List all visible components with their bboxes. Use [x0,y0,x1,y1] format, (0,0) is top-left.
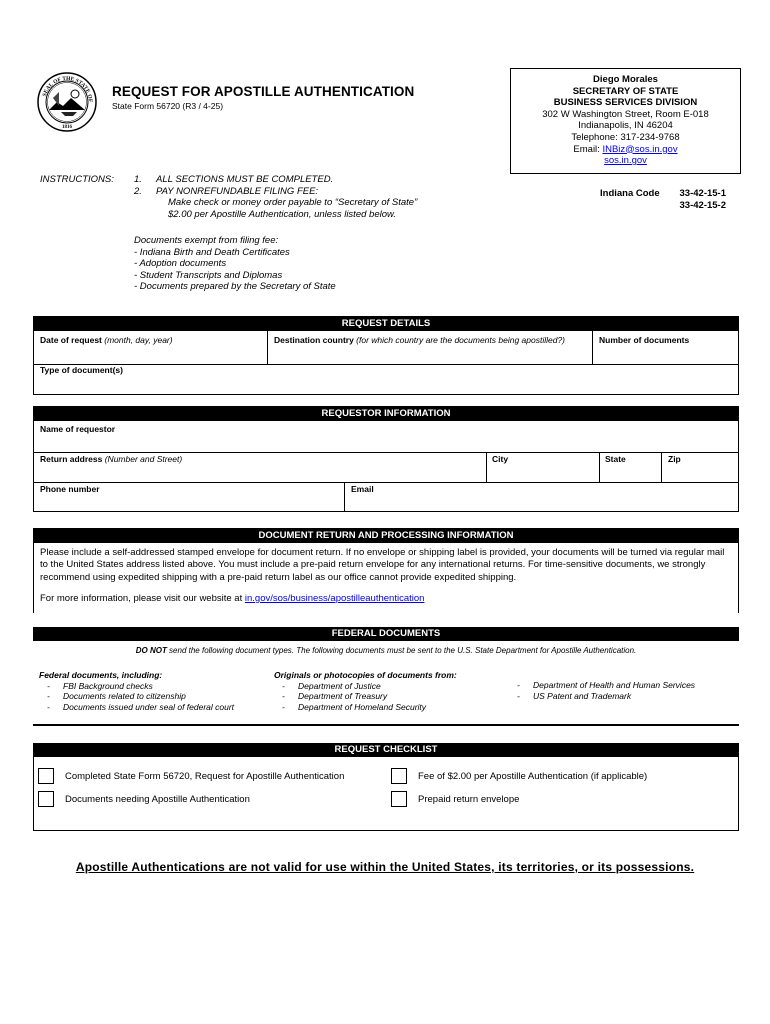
federal-col1-heading: Federal documents, including: [39,670,163,680]
exempt-item: - Adoption documents [134,258,227,269]
email-label: Email [351,484,374,494]
checklist-item-return-envelope[interactable] [391,791,519,807]
agency-documents-column: Originals or photocopies of documents from: - Department of Justice - Department of Treasury - Department of Homeland Security [274,670,457,712]
date-of-request-hint: (month, day, year) [101,335,173,345]
city-label: City [492,454,509,464]
sos-website-link[interactable]: sos.in.gov [604,155,647,167]
city-field[interactable] [492,454,508,464]
date-of-request-label: Date of request [40,335,102,345]
form-title: REQUEST FOR APOSTILLE AUTHENTICATION [112,84,415,99]
form-number: State Form 56720 (R3 / 4-25) [112,101,224,111]
instruction-2-sub-2: $2.00 per Apostille Authentication, unless listed below. [168,208,396,220]
phone-number-label: Phone number [40,484,100,494]
sos-telephone: Telephone: 317-234-9768 [571,131,680,143]
sos-name: Diego Morales [593,74,658,85]
destination-country-label: Destination country [274,335,354,345]
secretary-of-state-contact-box [510,68,741,174]
type-of-documents-field[interactable] [40,365,123,375]
agency-documents-column-2: - Department of Health and Human Services - US Patent and Trademark [517,680,696,701]
federal-documents-heading: FEDERAL DOCUMENTS [33,627,739,641]
federal-documents-column: Federal documents, including: - FBI Background checks - Documents related to citizenship - Documents issued under seal of federal court [39,670,235,712]
zip-field[interactable] [668,454,681,464]
instructions-list [134,174,417,220]
type-of-documents-label: Type of document(s) [40,365,123,375]
return-address-hint: (Number and Street) [102,454,183,464]
return-address-label: Return address [40,454,103,464]
exempt-item: - Documents prepared by the Secretary of State [134,281,336,292]
checklist-item-label: Documents needing Apostille Authentication [65,793,250,805]
more-info-text: For more information, please visit our website at [40,592,245,604]
checklist-item-completed-form[interactable] [38,768,344,784]
instruction-2-sub-1: Make check or money order payable to “Secretary of State” [168,197,418,208]
federal-documents-note [33,646,739,655]
request-details-section [33,316,739,395]
federal-documents-section [33,627,739,726]
checkbox[interactable] [391,768,407,784]
sos-email-link[interactable]: INBiz@sos.in.gov [602,143,678,155]
agency-item: Department of Justice [298,680,381,691]
exempt-title: Documents exempt from filing fee: [134,235,279,246]
federal-item: FBI Background checks [63,680,153,691]
instruction-1-text: ALL SECTIONS MUST BE COMPLETED. [156,174,334,185]
indiana-code-1: 33-42-15-1 [679,188,726,199]
exempt-documents-list [134,235,336,293]
federal-documents-columns [33,655,739,725]
requestor-information-heading: REQUESTOR INFORMATION [34,407,738,421]
indiana-code-label: Indiana Code [600,188,660,199]
sos-email-line [511,144,740,156]
agency-item: Department of Health and Human Services [533,680,696,690]
checklist-item-label: Fee of $2.00 per Apostille Authentication (if applicable) [418,770,648,782]
phone-number-field[interactable] [40,484,100,494]
checklist-item-documents[interactable] [38,791,250,807]
sos-street: 302 W Washington Street, Room E-018 [542,108,709,120]
svg-text:1816: 1816 [62,125,72,130]
instruction-1-number: 1. [134,174,142,185]
indiana-code-2: 33-42-15-2 [679,200,726,211]
instruction-2-number: 2. [134,185,142,197]
checkbox[interactable] [38,791,54,807]
document-return-section [33,528,739,613]
sos-city: Indianapolis, IN 46204 [578,120,673,132]
apostille-website-link[interactable]: in.gov/sos/business/apostilleauthentication [244,592,425,604]
zip-label: Zip [668,454,681,464]
federal-note-text: send the following document types. The following documents must be sent to the U.S. State Department for Apostille Authentication. [166,646,637,655]
name-of-requestor-label: Name of requestor [40,424,116,434]
checklist-item-fee[interactable] [391,768,647,784]
agency-item: US Patent and Trademark [533,690,632,701]
agency-item: Department of Treasury [298,691,388,701]
state-label: State [605,454,626,464]
name-of-requestor-field[interactable] [40,424,115,434]
checklist-item-label: Completed State Form 56720, Request for Apostille Authentication [65,770,345,782]
number-of-documents-label: Number of documents [599,335,690,345]
state-field[interactable] [605,454,626,464]
instruction-2-text: PAY NONREFUNDABLE FILING FEE: [156,185,319,197]
destination-country-field[interactable] [274,335,565,345]
agency-item: Department of Homeland Security [298,701,427,712]
document-return-paragraph: Please include a self-addressed stamped envelope for document return. If no envelope or shipping label is provided, your documents will be turned via regular mail to the United States address listed above. You must include a pre-paid return envelope for any international returns. For time-sensitive documents, we strongly recommend using expedited shipping with a pre-paid return label as our office cannot provide expedited shipping. [40,547,725,583]
exempt-item: - Student Transcripts and Diplomas [134,269,283,281]
sos-email-label: Email: [573,143,603,155]
exempt-item: - Indiana Birth and Death Certificates [134,246,290,258]
email-field[interactable] [351,484,374,494]
request-checklist-section [33,743,739,831]
destination-country-hint: (for which country are the documents being apostilled?) [353,335,566,345]
svg-text:SEAL OF THE STATE OF INDIANA: SEAL OF THE STATE OF [41,75,94,103]
indiana-code-reference [600,188,726,212]
date-of-request-field[interactable] [40,335,173,345]
federal-col2-heading: Originals or photocopies of documents from: [274,670,457,680]
sos-office: SECRETARY OF STATE [572,85,679,97]
federal-note-emphasis: DO NOT [135,646,167,655]
more-info-line [34,584,738,605]
federal-item: Documents related to citizenship [63,691,186,701]
request-checklist-heading: REQUEST CHECKLIST [34,743,738,757]
number-of-documents-field[interactable] [599,335,689,345]
federal-item: Documents issued under seal of federal court [63,701,235,712]
requestor-information-section [33,406,739,512]
state-seal-logo [37,72,97,132]
checkbox[interactable] [391,791,407,807]
footer-notice: Apostille Authentications are not valid for use within the United States, its territories, or its possessions. [75,860,695,874]
return-address-field[interactable] [40,454,182,464]
sos-division: BUSINESS SERVICES DIVISION [553,97,698,109]
checklist-item-label: Prepaid return envelope [418,793,520,805]
instructions-label: INSTRUCTIONS: [40,174,114,185]
document-return-heading: DOCUMENT RETURN AND PROCESSING INFORMATION [34,529,738,543]
checkbox[interactable] [38,768,54,784]
request-details-heading: REQUEST DETAILS [34,317,738,331]
